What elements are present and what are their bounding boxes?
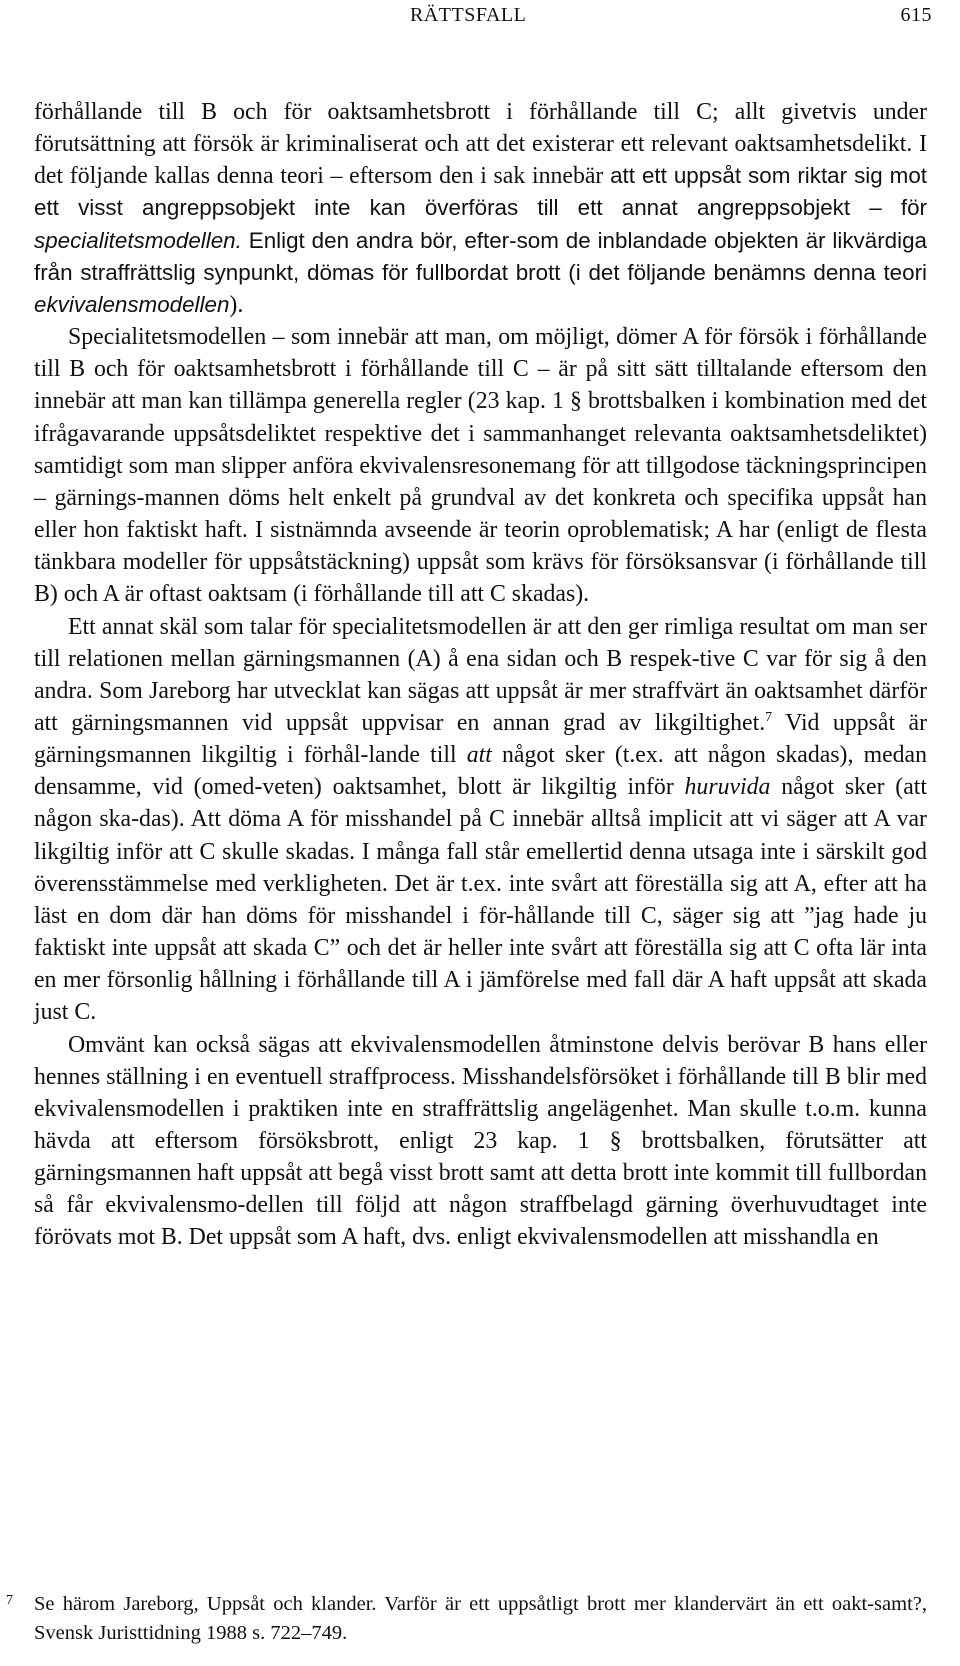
p3-italic-att: att [466,742,492,769]
p3-text-c: något sker (t.ex. att någon skadas), medan densamme, vid (omed-veten) oaktsamhet, blott är likgiltig inför [34,742,927,801]
paragraph-3 [34,611,927,1029]
running-title: RÄTTSFALL [410,4,527,26]
footnote-marker: 7 [6,1593,13,1608]
body-text [34,96,927,1254]
p1-text-b-rest: Enligt den andra bör, efter-som de inblandade objekten är likvärdiga från straffrättslig synpunkt, dömas för fullbordat brott (i det följande benämns denna teori [34,227,927,285]
p1-term-specialitetsmodellen: specialitetsmodellen. [34,227,242,253]
running-head [0,2,960,32]
p3-text-a: Ett annat skäl som talar för specialitetsmodellen är att den ger rimliga resultat om man ser till relationen mellan gärningsmannen (A) å ena sidan och B respek-tive C var för sig å den andra. Som Jareborg har utvecklat kan sägas att uppsåt är mer straffvärt än oaktsamhet därför att gärningsmannen vid uppsåt uppvisar en annan grad av likgiltighet. [34,613,927,736]
paragraph-4: Omvänt kan också sägas att ekvivalensmodellen åtminstone delvis berövar B hans eller hennes ställning i en eventuell straffprocess. Misshandelsförsöket i förhållande till B blir med ekvivalensmodellen i praktiken inte en straffrättslig angelägenhet. Man skulle t.o.m. kunna hävda att eftersom försöksbrott, enligt 23 kap. 1 § brottsbalken, förutsätter att gärningsmannen haft uppsåt att begå visst brott samt att detta brott inte kommit till fullbordan så får ekvivalensmo-dellen till följd att någon straffbelagd gärning överhuvudtaget inte förövats mot B. Det uppsåt som A haft, dvs. enligt ekvivalensmodellen att misshandla en [34,1031,927,1251]
p1-text-b: att ett uppsåt som riktar sig mot ett visst angreppsobjekt inte kan överföras till ett annat angreppsobjekt – för [34,163,928,221]
p3-italic-huruvida: huruvida [684,774,771,801]
paragraph-1 [34,96,927,321]
paragraph-2: Specialitetsmodellen – som innebär att man, om möjligt, dömer A för försök i förhållande till B och för oaktsamhetsbrott i förhållande till C – är på sitt sätt tilltalande eftersom den innebär att man kan tillämpa generella regler (23 kap. 1 § brottsbalken i kombination med det ifrågavarande uppsåtsdeliktet respektive det i sammanhanget relevanta oaktsamhetsdeliktet) samtidigt som man slipper anföra ekvivalensresonemang för att tillgodose täckningsprincipen – gärnings-mannen döms helt enkelt på grundval av det konkreta och specifika uppsåt han eller hon faktiskt haft. I sistnämnda avseende är teorin oproblematisk; A har (enligt de flesta tänkbara modeller för uppsåtstäckning) uppsåt som krävs för försöksansvar (i förhållande till B) och A är oftast oaktsam (i förhållande till att C skadas). [34,324,927,608]
p3-text-d: något sker (att någon ska-das). Att döma A för misshandel på C innebär alltså implicit att vi säger att A var likgiltig inför att C skulle skadas. I många fall står emellertid denna utsaga inte i särskilt god överensstämmelse med verkligheten. Det är t.ex. inte svårt att föreställa sig att A, efter att ha läst en dom där han döms för misshandel i för-hållande till C, säger sig att ”jag hade ju faktiskt inte uppsåt att skada C” och det är heller inte svårt att föreställa sig att C ofta lär inta en mer försonlig hållning i förhållande till A i jämförelse med fall där A haft uppsåt att skada just C. [34,774,927,1026]
p3-text-b: Vid uppsåt är gärningsmannen likgiltig i förhål-lande till [34,709,927,769]
p1-text-c: ). [229,291,244,318]
footnote-ref-7[interactable]: 7 [765,709,773,725]
p1-text-a: förhållande till B och för oaktsamhetsbrott i förhållande till C; allt givetvis under förutsättning att försök är kriminaliserat och att det existerar ett relevant oaktsamhetsdelikt. I det följande kallas denna teori – eftersom den i sak innebär [34,99,927,190]
p1-term-ekvivalensmodellen: ekvivalensmodellen [34,291,230,317]
page-number: 615 [900,4,932,26]
footnote-text: Se härom Jareborg, Uppsåt och klander. Varför är ett uppsåtligt brott mer klandervärt än ett oakt-samt?, Svensk Juristtidning 1988 s. 722–749. [34,1593,927,1644]
